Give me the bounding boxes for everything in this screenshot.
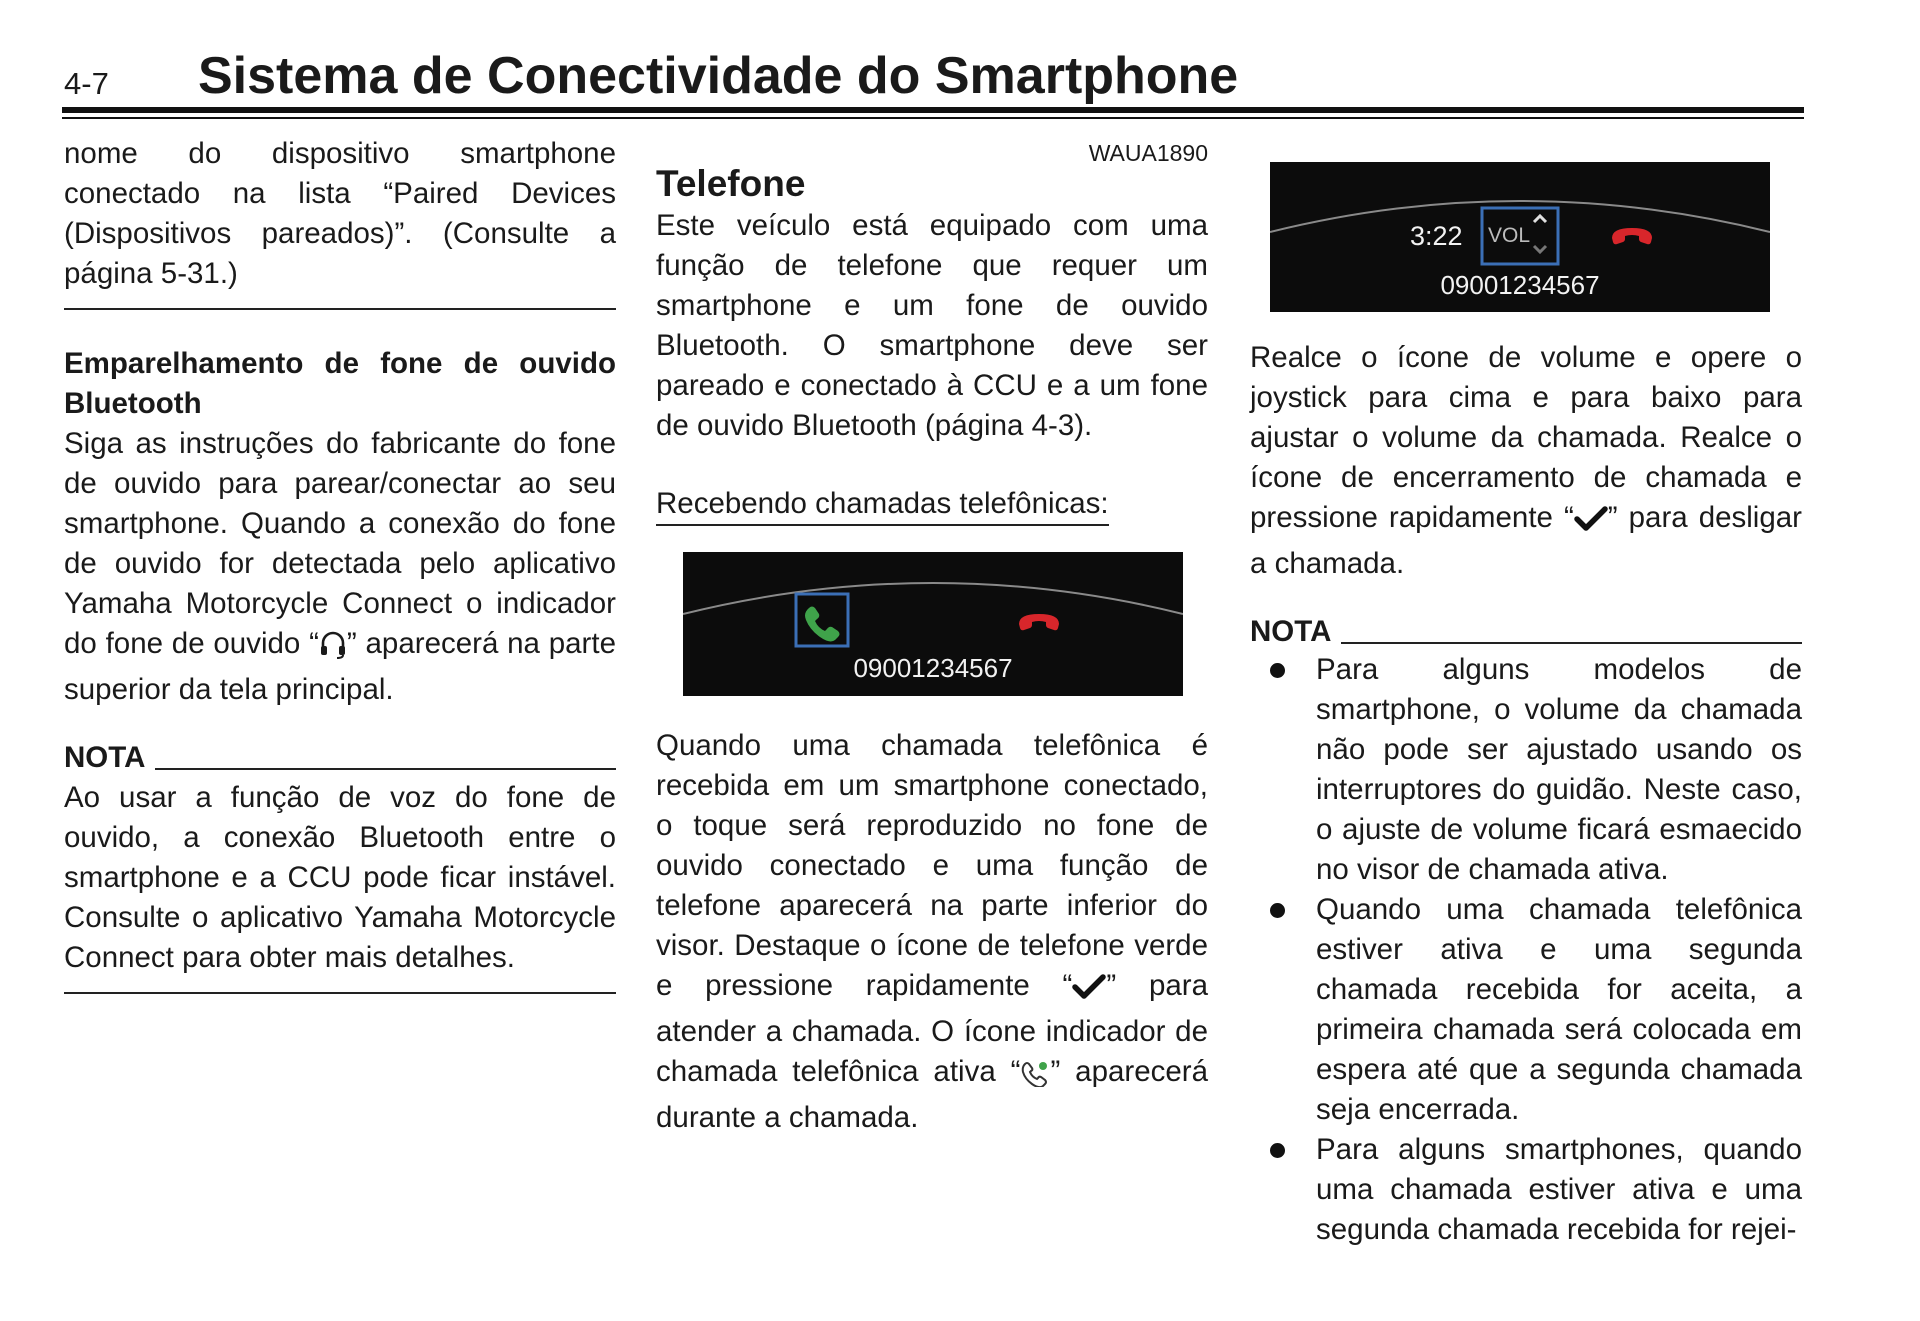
- telefone-intro: Este veículo está equipado com uma função de telefone que requer um smartphone e um fone de ouvido Bluetooth. O smartphone deve ser pareado e conectado à CCU e a um fone de ouvido Bluetooth (página 4-3).: [656, 209, 1208, 442]
- column-right: [1250, 134, 1802, 1250]
- nota-label-2: NOTA: [1250, 615, 1332, 648]
- volume-up-icon[interactable]: [1534, 216, 1546, 222]
- active-phone-number: 09001234567: [1440, 270, 1600, 300]
- headset-text-part1: Siga as instruções do fabricante do fone de ouvido para parear/conectar ao seu smartphone. Quando a conexão do fone de ouvido for detectada pelo aplicativo Yamaha Motorcycle Connect o indicador do fone de ouvido “: [64, 427, 616, 660]
- telefone-heading: Telefone: [656, 163, 806, 204]
- checkmark-icon-2: [1574, 504, 1608, 544]
- receiving-text-part3: ” aparecerá durante a chamada.: [656, 1055, 1209, 1134]
- list-item: Para alguns modelos de smartphone, o volume da chamada não pode ser ajustado usando os interruptores do guidão. Neste caso, o ajuste de volume ficará esmaecido no visor de chamada ativa.: [1250, 650, 1802, 890]
- active-call-screen: [1270, 162, 1770, 312]
- call-timer: 3:22: [1410, 221, 1463, 251]
- headset-icon: [319, 629, 347, 670]
- headset-text-part2: ” aparecerá na parte superior da tela principal.: [64, 627, 616, 706]
- reference-code: WAUA1890: [1088, 140, 1208, 166]
- header-rule-thick: [62, 107, 1804, 113]
- volume-text-part1: Realce o ícone de volume e opere o joystick para cima e para baixo para ajustar o volume da chamada. Realce o ícone de encerramento de chamada e pressione rapidamente “: [1250, 341, 1802, 534]
- page-title: Sistema de Conectividade do Smartphone: [198, 47, 1239, 105]
- receiving-paragraph: [656, 726, 1208, 1138]
- page-number: 4-7: [64, 66, 109, 101]
- nota-end-rule: [64, 992, 616, 994]
- column-middle: [656, 134, 1208, 1138]
- end-call-icon[interactable]: [1612, 228, 1652, 244]
- active-call-icon: [1020, 1058, 1050, 1098]
- receiving-text-part2: ” para atender a chamada. O ícone indicador de chamada telefônica ativa “: [656, 969, 1208, 1088]
- section-divider: [64, 308, 616, 310]
- nota-header-2: [1250, 614, 1802, 650]
- nota-rule: [155, 768, 616, 770]
- list-item: Quando uma chamada telefônica estiver ativa e uma segunda chamada recebida for aceita, a primeira chamada será colocada em espera até que a segunda chamada seja encerrada.: [1250, 890, 1802, 1130]
- section-heading: Emparelhamento de fone de ouvido Bluetooth: [64, 347, 616, 420]
- volume-text-part2: ” para desligar a chamada.: [1250, 501, 1802, 580]
- accept-call-icon[interactable]: [805, 607, 840, 642]
- incoming-phone-number: 09001234567: [853, 653, 1013, 683]
- volume-paragraph: [1250, 338, 1802, 584]
- receiving-heading-wrap: [656, 484, 1208, 526]
- nota-bullet-list: [1250, 650, 1802, 1250]
- volume-label: VOL: [1488, 224, 1531, 247]
- header-rule-thin: [62, 117, 1804, 119]
- intro-paragraph: nome do dispositivo smartphone conectado na lista “Paired Devices (Dispositivos pareados)”. (Consulte a página 5-31.): [64, 137, 616, 290]
- headset-paragraph: [64, 424, 616, 710]
- hangup-icon[interactable]: [1019, 614, 1059, 630]
- nota-header: [64, 740, 616, 776]
- nota-label: NOTA: [64, 741, 146, 774]
- nota-paragraph: Ao usar a função de voz do fone de ouvido, a conexão Bluetooth entre o smartphone e a CCU pode ficar instável. Consulte o aplicativo Yamaha Motorcycle Connect para obter mais detalhes.: [64, 781, 616, 974]
- nota-rule-2: [1341, 642, 1802, 644]
- volume-down-icon[interactable]: [1534, 246, 1546, 252]
- receiving-calls-heading: Recebendo chamadas telefônicas:: [656, 486, 1109, 526]
- list-item: Para alguns smartphones, quando uma chamada estiver ativa e uma segunda chamada recebida for rejei-: [1250, 1130, 1802, 1250]
- incoming-call-screen: [683, 552, 1183, 696]
- checkmark-icon: [1072, 972, 1106, 1012]
- column-left: [64, 134, 616, 994]
- receiving-text-part1: Quando uma chamada telefônica é recebida em um smartphone conectado, o toque será reproduzido no fone de ouvido conectado e uma função de telefone aparecerá na parte inferior do visor. Destaque o ícone de telefone verde e pressione rapidamente “: [656, 729, 1208, 1002]
